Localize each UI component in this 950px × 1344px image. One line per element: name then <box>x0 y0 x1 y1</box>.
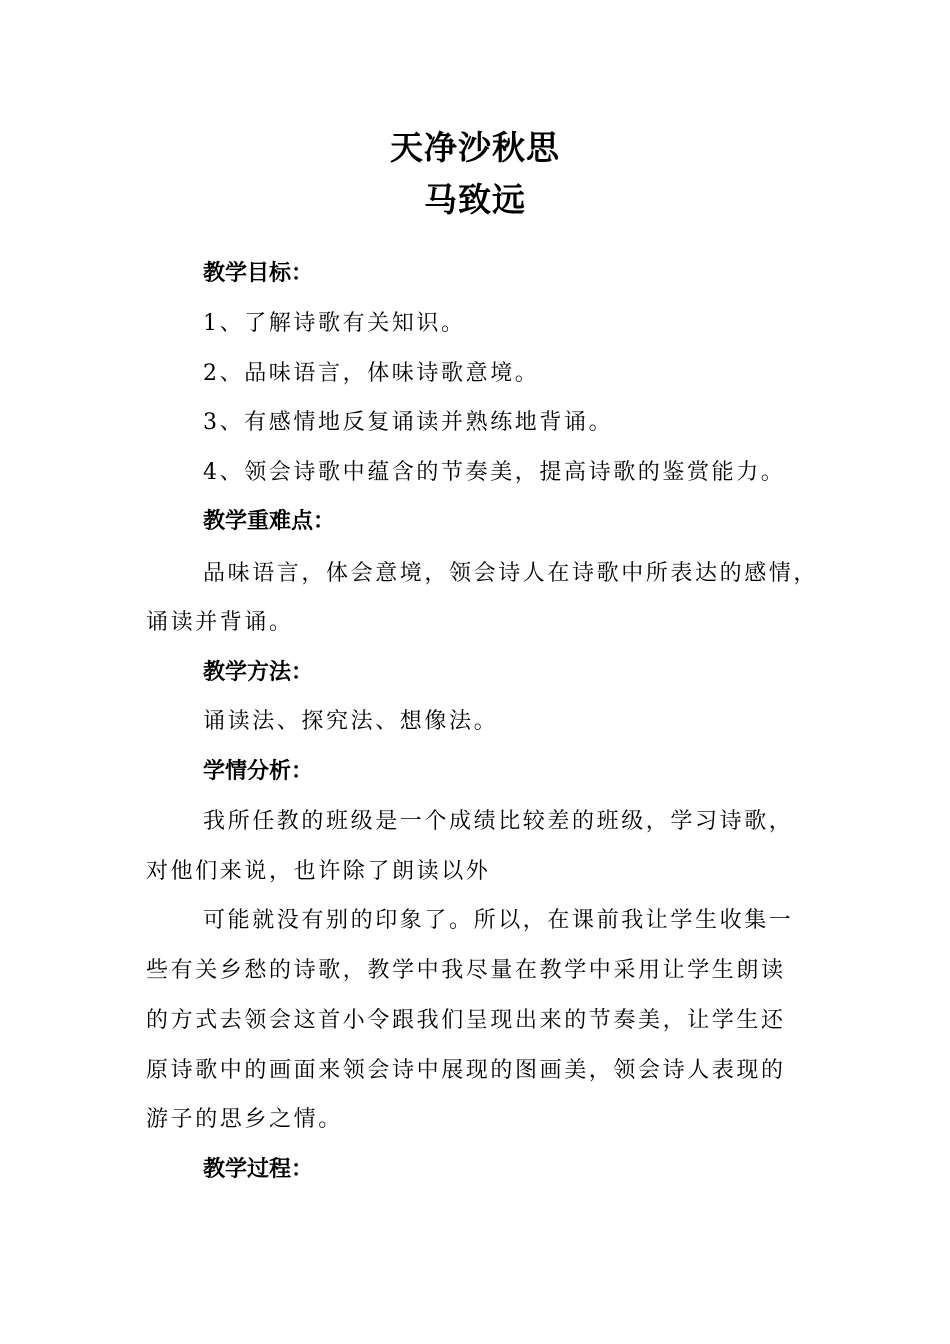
document-author: 马致远 <box>424 180 526 219</box>
analysis-line-6: 原诗歌中的画面来领会诗中展现的图画美，领会诗人表现的 <box>146 1058 786 1083</box>
goal-item-1: 1、了解诗歌有关知识。 <box>203 311 466 336</box>
goal-item-3: 3、有感情地反复诵读并熟练地背诵。 <box>203 410 614 435</box>
key-points-line-2: 诵读并背诵。 <box>146 610 294 635</box>
heading-student-analysis: 学情分析： <box>203 759 314 784</box>
document-title: 天净沙秋思 <box>390 128 560 167</box>
analysis-line-1: 我所任教的班级是一个成绩比较差的班级，学习诗歌， <box>203 809 794 834</box>
heading-teaching-goals: 教学目标： <box>203 261 314 286</box>
goal-item-2: 2、品味语言，体味诗歌意境。 <box>203 361 540 386</box>
analysis-line-5: 的方式去领会这首小令跟我们呈现出来的节奏美，让学生还 <box>146 1008 786 1033</box>
heading-teaching-process: 教学过程： <box>203 1157 314 1182</box>
key-points-line-1: 品味语言，体会意境，领会诗人在诗歌中所表达的感情， <box>203 561 819 586</box>
methods-line-1: 诵读法、探究法、想像法。 <box>203 709 499 734</box>
analysis-line-2: 对他们来说，也许除了朗读以外 <box>146 859 491 884</box>
analysis-line-3: 可能就没有别的印象了。所以，在课前我让学生收集一 <box>203 908 794 933</box>
analysis-line-4: 些有关乡愁的诗歌，教学中我尽量在教学中采用让学生朗读 <box>146 958 786 983</box>
analysis-line-7: 游子的思乡之情。 <box>146 1107 343 1132</box>
goal-item-4: 4、领会诗歌中蕴含的节奏美，提高诗歌的鉴赏能力。 <box>203 460 786 485</box>
heading-key-points: 教学重难点： <box>203 509 336 534</box>
heading-teaching-methods: 教学方法： <box>203 660 314 685</box>
